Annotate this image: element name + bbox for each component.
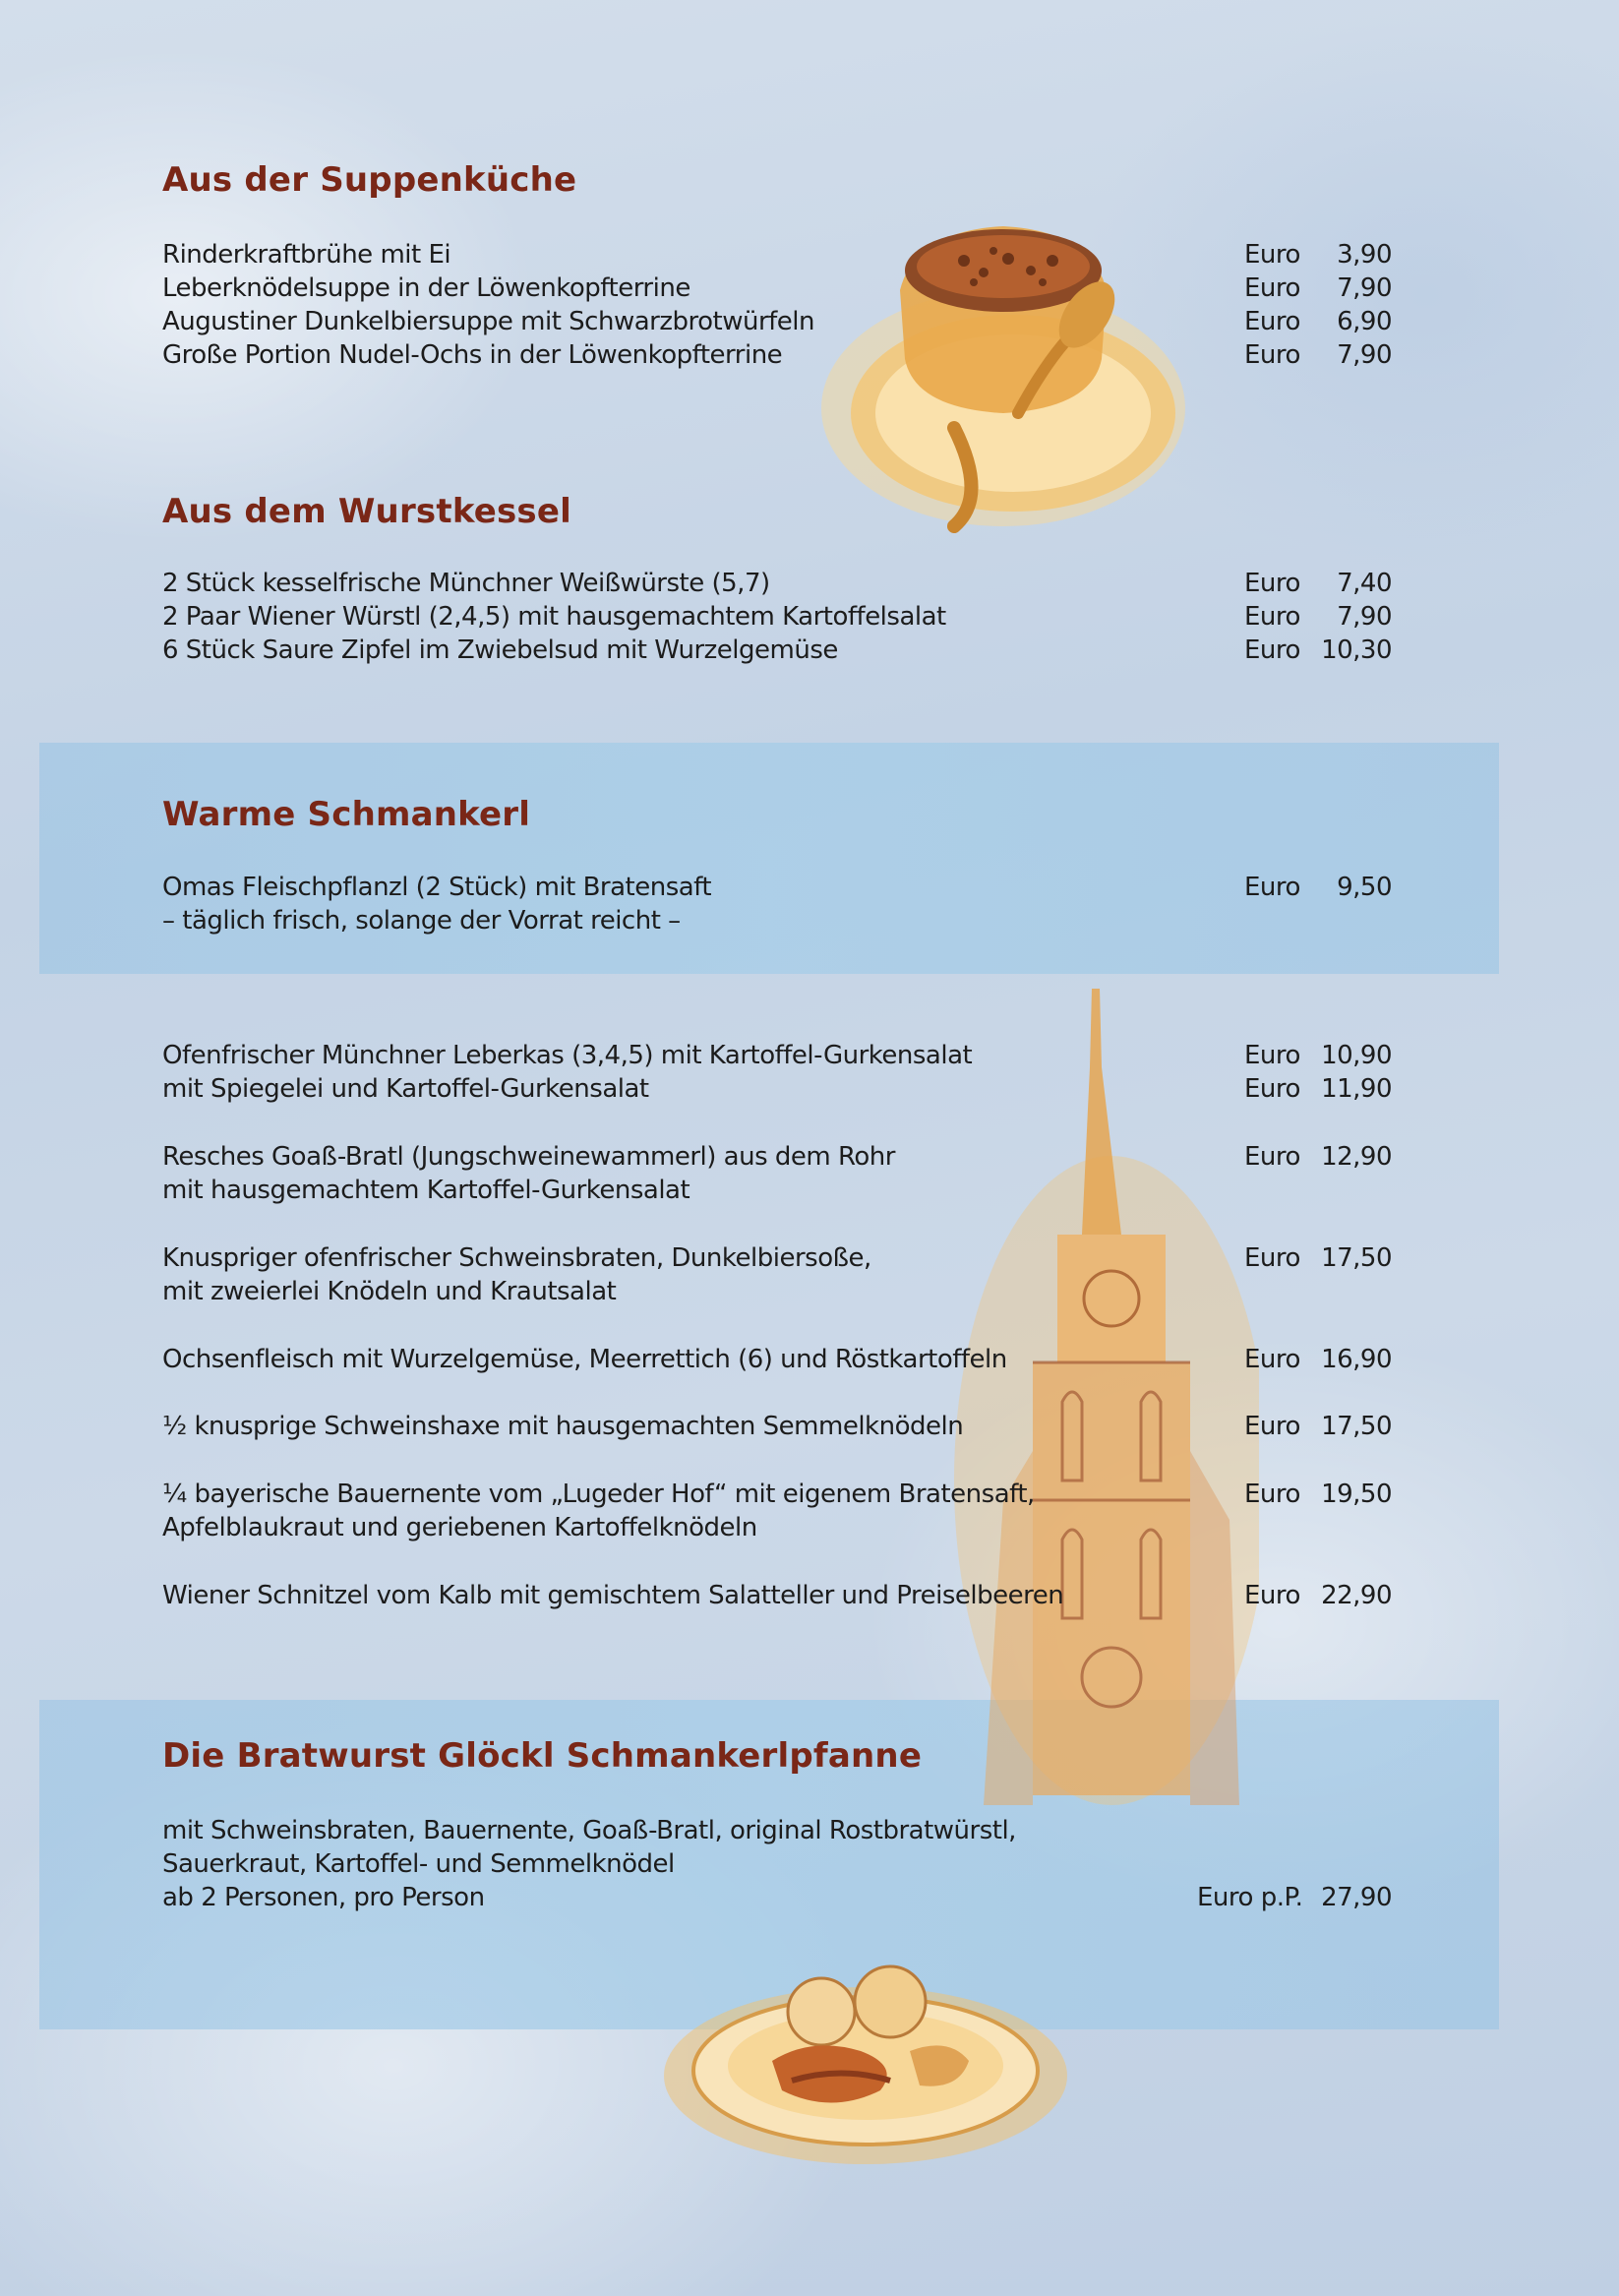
item-currency: Euro (1244, 307, 1300, 336)
item-note: – täglich frisch, solange der Vorrat reicht – (162, 906, 681, 936)
item-currency: Euro (1244, 635, 1300, 665)
item-currency: Euro p.P. (1197, 1883, 1303, 1912)
item-currency: Euro (1244, 1480, 1300, 1509)
item-description: Augustiner Dunkelbiersuppe mit Schwarzbrotwürfeln (162, 307, 815, 336)
item-currency: Euro (1244, 1345, 1300, 1374)
item-currency: Euro (1244, 340, 1300, 370)
schmankerl-plate-illustration (654, 1943, 1067, 2169)
item-description: Omas Fleischpflanzl (2 Stück) mit Bratensaft (162, 873, 712, 902)
item-price: 11,90 (1321, 1074, 1392, 1104)
item-description: 6 Stück Saure Zipfel im Zwiebelsud mit Wurzelgemüse (162, 635, 838, 665)
item-currency: Euro (1244, 602, 1300, 632)
church-tower-illustration (944, 989, 1259, 1805)
item-price: 17,50 (1321, 1243, 1392, 1273)
item-price: 7,40 (1337, 569, 1392, 598)
item-currency: Euro (1244, 1041, 1300, 1070)
item-description: Ofenfrischer Münchner Leberkas (3,4,5) mit Kartoffel-Gurkensalat (162, 1041, 973, 1070)
item-description: Knuspriger ofenfrischer Schweinsbraten, Dunkelbiersoße, (162, 1243, 871, 1273)
item-price: 17,50 (1321, 1412, 1392, 1441)
item-price: 22,90 (1321, 1581, 1392, 1610)
item-description: Resches Goaß-Bratl (Jungschweinewammerl) aus dem Rohr (162, 1142, 895, 1172)
item-description: mit Spiegelei und Kartoffel-Gurkensalat (162, 1074, 649, 1104)
item-currency: Euro (1244, 273, 1300, 303)
item-price: 10,30 (1321, 635, 1392, 665)
item-description: Ochsenfleisch mit Wurzelgemüse, Meerrettich (6) und Röstkartoffeln (162, 1345, 1007, 1374)
item-description: ¼ bayerische Bauernente vom „Lugeder Hof“ mit eigenem Bratensaft, (162, 1480, 1035, 1509)
item-price: 6,90 (1337, 307, 1392, 336)
item-description: 2 Stück kesselfrische Münchner Weißwürste (5,7) (162, 569, 770, 598)
item-description: mit Schweinsbraten, Bauernente, Goaß-Bratl, original Rostbratwürstl, (162, 1816, 1016, 1845)
item-description: Große Portion Nudel-Ochs in der Löwenkopfterrine (162, 340, 783, 370)
item-currency: Euro (1244, 1074, 1300, 1104)
item-price: 16,90 (1321, 1345, 1392, 1374)
item-description: Wiener Schnitzel vom Kalb mit gemischtem Salatteller und Preiselbeeren (162, 1581, 1064, 1610)
item-description: ½ knusprige Schweinshaxe mit hausgemachten Semmelknödeln (162, 1412, 964, 1441)
item-price: 19,50 (1321, 1480, 1392, 1509)
item-currency: Euro (1244, 1142, 1300, 1172)
item-description-line2: mit hausgemachtem Kartoffel-Gurkensalat (162, 1176, 690, 1205)
item-currency: Euro (1244, 240, 1300, 270)
section-title-warme-schmankerl: Warme Schmankerl (162, 795, 531, 834)
section-title-schmankerlpfanne: Die Bratwurst Glöckl Schmankerlpfanne (162, 1736, 923, 1776)
item-price: 12,90 (1321, 1142, 1392, 1172)
item-currency: Euro (1244, 1581, 1300, 1610)
item-price: 3,90 (1337, 240, 1392, 270)
section-title-wurstkessel: Aus dem Wurstkessel (162, 492, 571, 531)
item-description: Sauerkraut, Kartoffel- und Semmelknödel (162, 1849, 675, 1879)
item-price: 7,90 (1337, 273, 1392, 303)
highlight-band-warm-schmankerl (39, 743, 1499, 974)
item-description: Leberknödelsuppe in der Löwenkopfterrine (162, 273, 690, 303)
item-description: 2 Paar Wiener Würstl (2,4,5) mit hausgemachtem Kartoffelsalat (162, 602, 946, 632)
item-price: 9,50 (1337, 873, 1392, 902)
item-price: 27,90 (1321, 1883, 1392, 1912)
item-price: 7,90 (1337, 340, 1392, 370)
item-description: Rinderkraftbrühe mit Ei (162, 240, 451, 270)
section-title-suppenkueche: Aus der Suppenküche (162, 160, 577, 200)
item-currency: Euro (1244, 873, 1300, 902)
item-currency: Euro (1244, 1412, 1300, 1441)
item-description-line2: Apfelblaukraut und geriebenen Kartoffelknödeln (162, 1513, 757, 1542)
item-description-line2: mit zweierlei Knödeln und Krautsalat (162, 1277, 617, 1306)
item-description: ab 2 Personen, pro Person (162, 1883, 485, 1912)
item-currency: Euro (1244, 569, 1300, 598)
item-currency: Euro (1244, 1243, 1300, 1273)
item-price: 7,90 (1337, 602, 1392, 632)
item-price: 10,90 (1321, 1041, 1392, 1070)
